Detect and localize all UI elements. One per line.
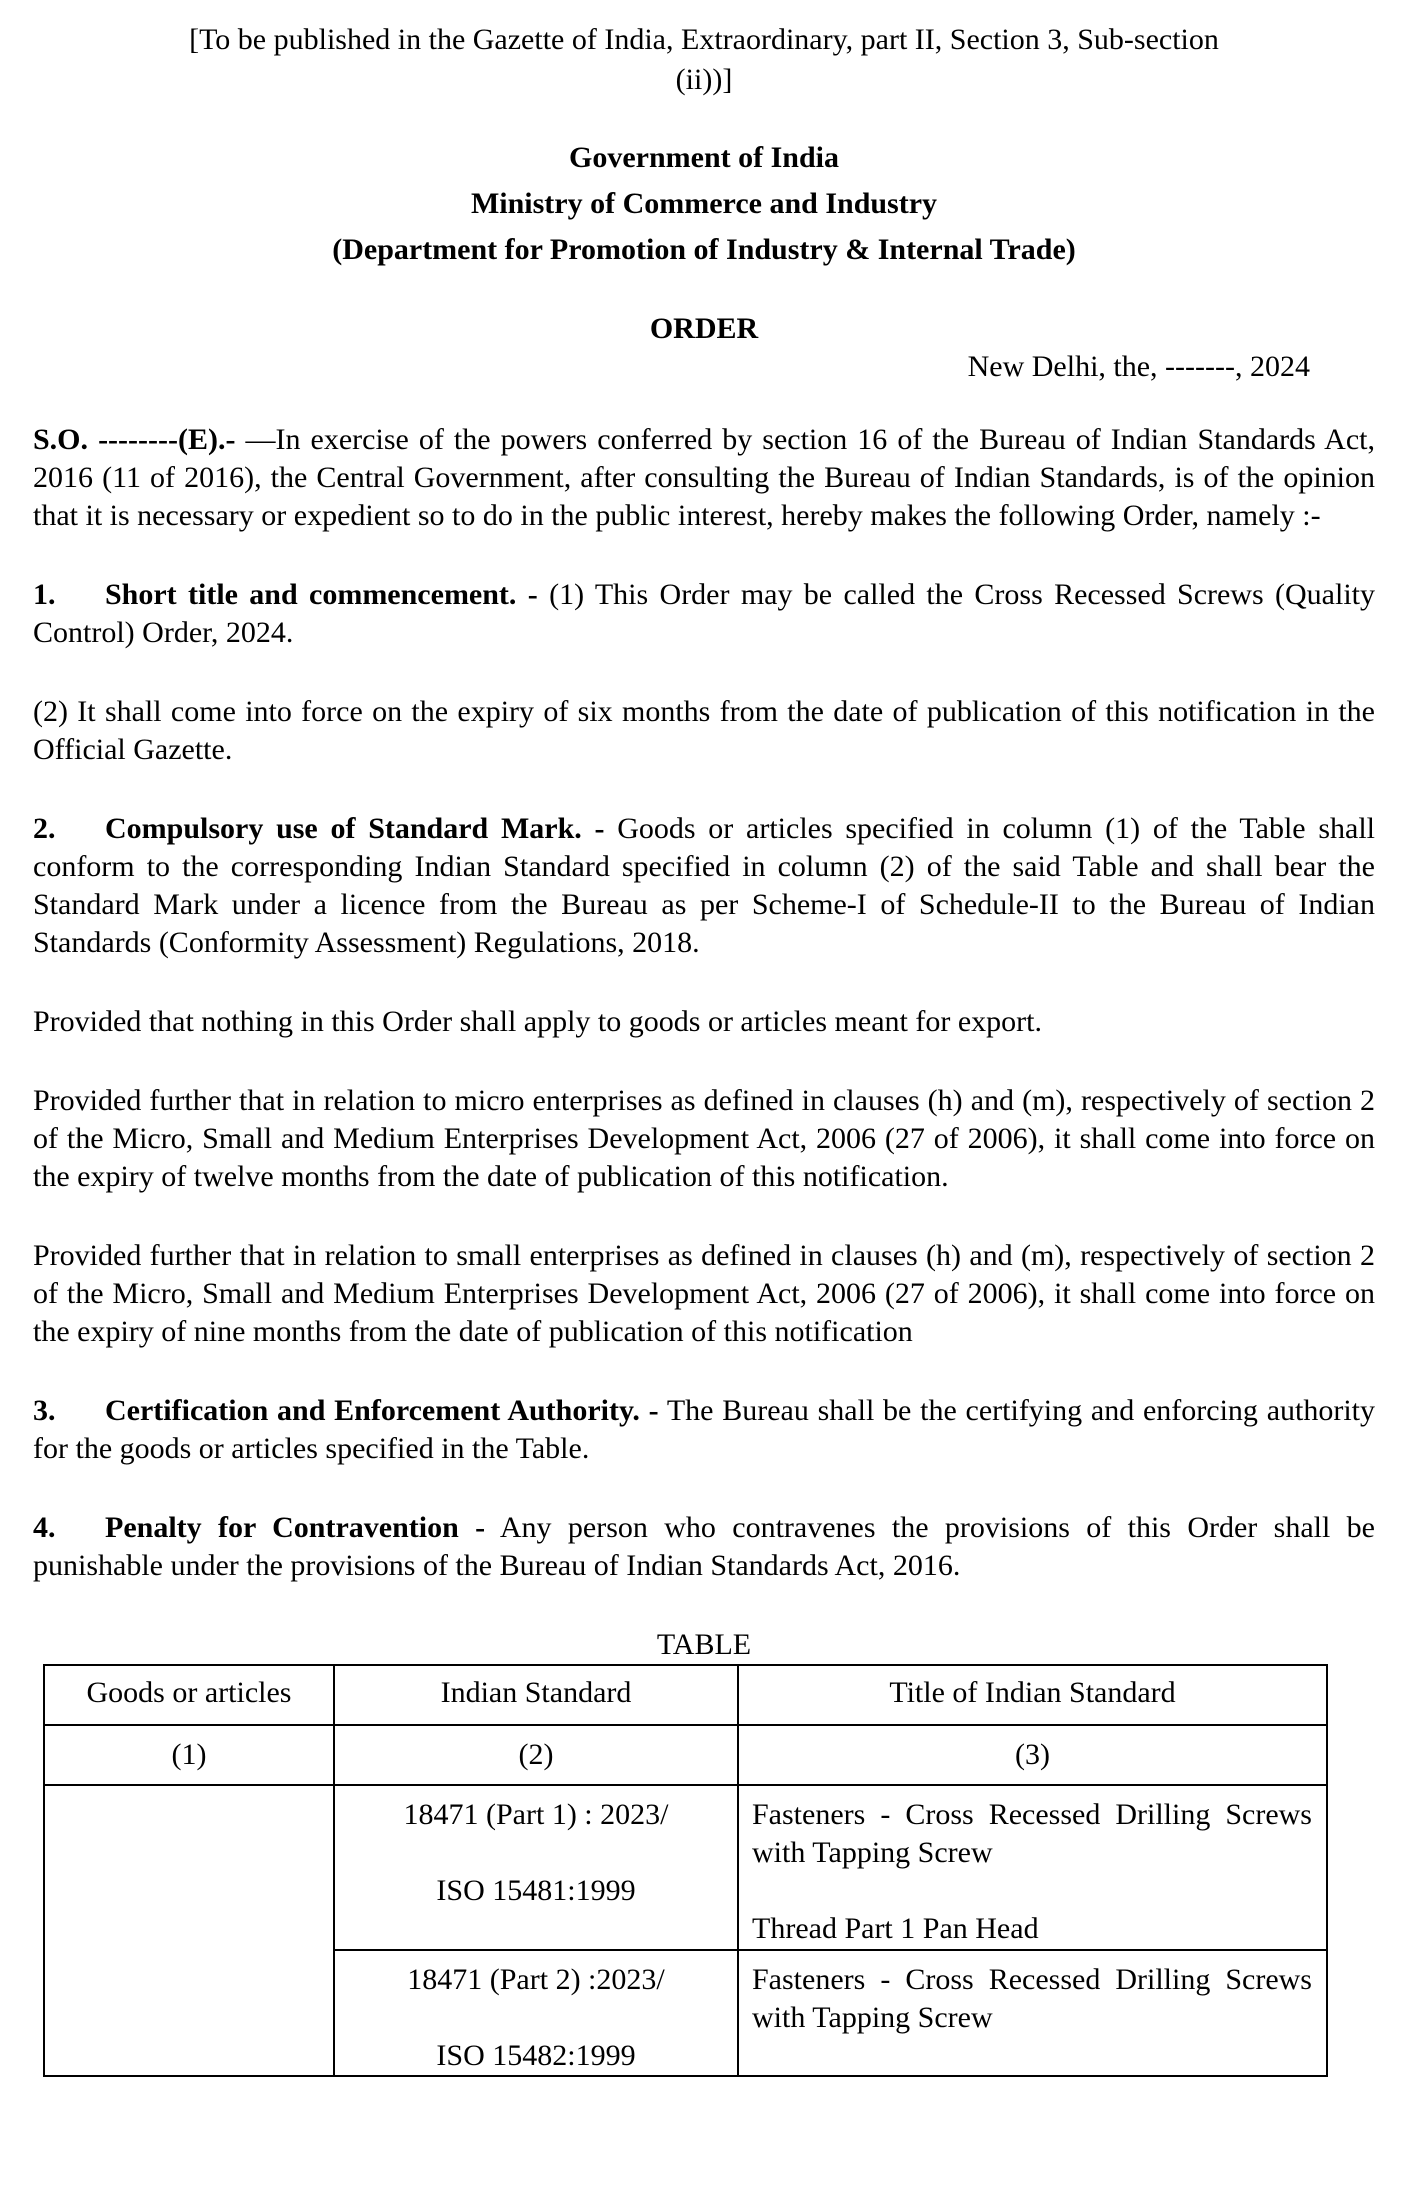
iso-number-part2: ISO 15482:1999 bbox=[436, 2039, 636, 2072]
gazette-publication-note bbox=[33, 20, 1375, 100]
table-row bbox=[44, 1785, 1327, 1950]
section-3-text: The Bureau shall be the certifying and enforcing authority for the goods or articles specified in the Table. bbox=[33, 1394, 1376, 1465]
letterhead bbox=[33, 135, 1375, 273]
column-number-3: (3) bbox=[738, 1725, 1327, 1785]
ministry-title: Ministry of Commerce and Industry bbox=[470, 187, 938, 220]
title-cell-part2 bbox=[738, 1950, 1327, 2076]
section-1-subclause-2: (2) It shall come into force on the expiry of six months from the date of publication of this notification in the Official Gazette. bbox=[33, 695, 1375, 766]
dateline: New Delhi, the, -------, 2024 bbox=[967, 350, 1310, 383]
header-title-of-indian-standard: Title of Indian Standard bbox=[738, 1665, 1327, 1725]
standard-number-part2: 18471 (Part 2) :2023/ bbox=[407, 1963, 665, 1996]
section-2-title: Compulsory use of Standard Mark. - bbox=[105, 812, 605, 845]
proviso-micro-enterprises: Provided further that in relation to micro enterprises as defined in clauses (h) and (m), respectively of section 2 of the Micro, Small and Medium Enterprises Development Act, 2006 (27 of 2006), it shall come into force on the expiry of twelve months from the date of publication of this notification. bbox=[33, 1084, 1375, 1193]
section-1-paragraph bbox=[33, 576, 1375, 652]
proviso-small-enterprises: Provided further that in relation to small enterprises as defined in clauses (h) and (m), respectively of section 2 of the Micro, Small and Medium Enterprises Development Act, 2006 (27 of 2006), it shall come into force on the expiry of nine months from the date of publication of this notification bbox=[33, 1239, 1375, 1348]
title-text-part1: Fasteners - Cross Recessed Drilling Screws with Tapping Screw bbox=[752, 1798, 1312, 1869]
standard-number-part1: 18471 (Part 1) : 2023/ bbox=[403, 1798, 669, 1831]
table-title: TABLE bbox=[656, 1628, 752, 1661]
section-1-number: 1. bbox=[33, 578, 56, 611]
title-cell-part1 bbox=[738, 1785, 1327, 1950]
title-text-part2: Fasteners - Cross Recessed Drilling Screws with Tapping Screw bbox=[752, 1963, 1312, 2034]
iso-number-part1: ISO 15481:1999 bbox=[436, 1874, 636, 1907]
header-indian-standard: Indian Standard bbox=[334, 1665, 738, 1725]
column-number-2: (2) bbox=[334, 1725, 738, 1785]
standards-table bbox=[43, 1664, 1328, 2077]
government-title: Government of India bbox=[569, 141, 839, 174]
gazette-note-line1: [To be published in the Gazette of India, Extraordinary, part II, Section 3, Sub-section bbox=[189, 23, 1219, 56]
section-4-text: Any person who contravenes the provisions of this Order shall be punishable under the provisions of the Bureau of Indian Standards Act, 2016. bbox=[33, 1511, 1375, 1582]
column-number-row bbox=[44, 1725, 1327, 1785]
proviso-export: Provided that nothing in this Order shall apply to goods or articles meant for export. bbox=[33, 1005, 1042, 1038]
standard-cell-part2 bbox=[334, 1950, 738, 2076]
header-goods-or-articles: Goods or articles bbox=[44, 1665, 334, 1725]
section-2-paragraph bbox=[33, 810, 1375, 962]
section-2-text: Goods or articles specified in column (1) of the Table shall conform to the corresponding Indian Standard specified in column (2) of the said Table and shall bear the Standard Mark under a licence from the Bureau as per Scheme-I of Schedule-II to the Bureau of Indian Standards (Conformity Assessment) Regulations, 2018. bbox=[33, 812, 1376, 959]
section-1-text: (1) This Order may be called the Cross Recessed Screws (Quality Control) Order, 2024. bbox=[33, 578, 1375, 649]
department-title: (Department for Promotion of Industry & Internal Trade) bbox=[332, 233, 1076, 266]
section-4-title: Penalty for Contravention - bbox=[105, 1511, 486, 1544]
so-body-text: —In exercise of the powers conferred by section 16 of the Bureau of Indian Standards Act, 2016 (11 of 2016), the Central Government, after consulting the Bureau of Indian Standards, is of the opinion that it is necessary or expedient so to do in the public interest, hereby makes the following Order, namely :- bbox=[33, 423, 1375, 532]
column-number-1: (1) bbox=[44, 1725, 334, 1785]
gazette-note-line2: (ii))] bbox=[675, 63, 733, 96]
section-2-number: 2. bbox=[33, 812, 56, 845]
section-3-paragraph bbox=[33, 1392, 1375, 1468]
table-header-row bbox=[44, 1665, 1327, 1725]
goods-cell bbox=[44, 1785, 334, 2076]
section-3-title: Certification and Enforcement Authority. - bbox=[105, 1394, 659, 1427]
so-number: S.O. --------(E).- bbox=[33, 423, 246, 456]
section-1-title: Short title and commencement. - bbox=[105, 578, 538, 611]
section-4-number: 4. bbox=[33, 1511, 56, 1544]
section-3-number: 3. bbox=[33, 1394, 56, 1427]
section-4-paragraph bbox=[33, 1509, 1375, 1585]
so-paragraph bbox=[33, 421, 1375, 535]
title-text-part1-continued: Thread Part 1 Pan Head bbox=[752, 1912, 1039, 1945]
order-heading: ORDER bbox=[649, 312, 759, 345]
standard-cell-part1 bbox=[334, 1785, 738, 1950]
